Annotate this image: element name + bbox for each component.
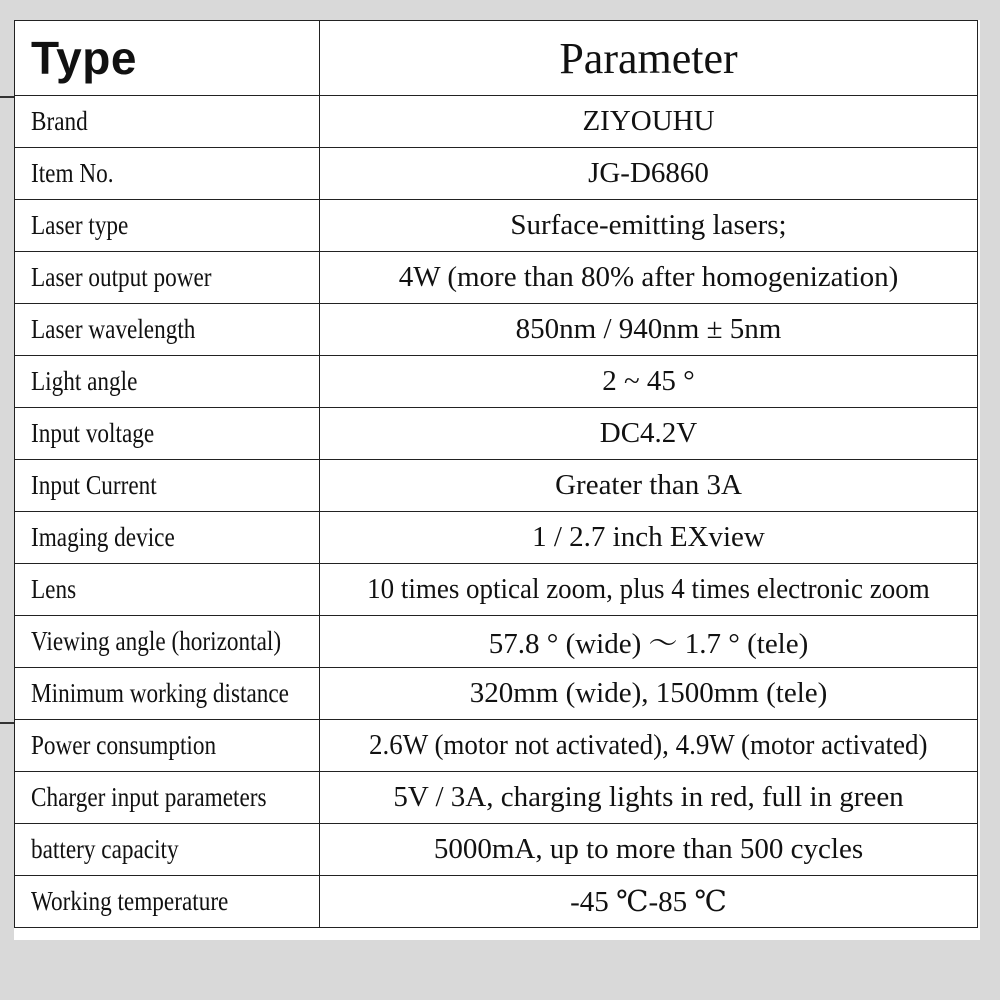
- row-type-label: Input Current: [31, 470, 157, 500]
- row-value-label: 2.6W (motor not activated), 4.9W (motor activated): [369, 729, 928, 761]
- row-value-cell: [320, 772, 978, 824]
- row-type-cell: [15, 252, 320, 304]
- row-type-label: Laser wavelength: [31, 314, 196, 344]
- row-type-cell: [15, 772, 320, 824]
- row-type-cell: [15, 616, 320, 668]
- row-value-cell: [320, 668, 978, 720]
- table-row: [15, 356, 978, 408]
- table-row: [15, 304, 978, 356]
- row-type-label: Light angle: [31, 366, 138, 396]
- row-type-cell: [15, 512, 320, 564]
- table-row: [15, 512, 978, 564]
- row-type-cell: [15, 356, 320, 408]
- table-row: [15, 824, 978, 876]
- row-type-label: battery capacity: [31, 834, 179, 864]
- row-value-label: 320mm (wide), 1500mm (tele): [469, 677, 828, 709]
- table-row: [15, 564, 978, 616]
- table-row: [15, 96, 978, 148]
- left-edge-line: [0, 96, 14, 98]
- row-type-label: Minimum working distance: [31, 678, 289, 708]
- type-column-header: Type: [15, 21, 320, 96]
- table-row: [15, 616, 978, 668]
- row-value-label: DC4.2V: [599, 417, 698, 449]
- table-row: [15, 408, 978, 460]
- table-header-row: [15, 21, 978, 96]
- table-row: [15, 876, 978, 928]
- row-type-label: Laser type: [31, 210, 129, 240]
- row-type-label: Laser output power: [31, 262, 212, 292]
- row-type-cell: [15, 668, 320, 720]
- row-value-cell: [320, 720, 978, 772]
- row-type-cell: [15, 200, 320, 252]
- row-type-cell: [15, 564, 320, 616]
- row-type-label: Input voltage: [31, 418, 155, 448]
- row-type-cell: [15, 824, 320, 876]
- row-value-cell: [320, 512, 978, 564]
- row-type-cell: [15, 304, 320, 356]
- row-type-label: Brand: [31, 106, 88, 136]
- row-type-label: Viewing angle (horizontal): [31, 626, 282, 656]
- parameter-column-header: Parameter: [320, 21, 978, 96]
- left-edge-line: [0, 722, 14, 724]
- row-value-cell: [320, 252, 978, 304]
- row-value-cell: [320, 408, 978, 460]
- row-type-cell: [15, 408, 320, 460]
- row-value-label: 5000mA, up to more than 500 cycles: [433, 833, 864, 865]
- row-type-label: Charger input parameters: [31, 782, 267, 812]
- row-value-cell: [320, 304, 978, 356]
- row-value-cell: [320, 564, 978, 616]
- row-value-label: -45 ℃-85 ℃: [570, 886, 727, 918]
- table-row: [15, 720, 978, 772]
- row-type-label: Item No.: [31, 158, 114, 188]
- table-row: [15, 460, 978, 512]
- row-type-label: Lens: [31, 574, 77, 604]
- row-value-cell: [320, 148, 978, 200]
- row-value-cell: [320, 876, 978, 928]
- row-type-cell: [15, 96, 320, 148]
- row-value-label: 850nm / 940nm ± 5nm: [515, 313, 782, 345]
- table-row: [15, 252, 978, 304]
- row-type-label: Working temperature: [31, 886, 229, 916]
- row-value-cell: [320, 460, 978, 512]
- row-value-label: 57.8 ° (wide) ～ 1.7 ° (tele): [488, 628, 809, 660]
- row-value-label: 4W (more than 80% after homogenization): [398, 261, 899, 293]
- table-row: [15, 200, 978, 252]
- row-value-cell: [320, 824, 978, 876]
- row-value-label: 10 times optical zoom, plus 4 times electronic zoom: [367, 573, 930, 605]
- row-value-label: 5V / 3A, charging lights in red, full in green: [393, 781, 904, 813]
- row-value-cell: [320, 616, 978, 668]
- row-value-cell: [320, 96, 978, 148]
- row-value-label: ZIYOUHU: [582, 105, 715, 137]
- row-value-cell: [320, 200, 978, 252]
- table-row: [15, 772, 978, 824]
- row-value-cell: [320, 356, 978, 408]
- row-type-cell: [15, 460, 320, 512]
- row-value-label: Greater than 3A: [555, 469, 742, 501]
- row-type-cell: [15, 720, 320, 772]
- row-value-label: 2 ~ 45 °: [602, 365, 695, 397]
- table-row: [15, 668, 978, 720]
- row-type-label: Power consumption: [31, 730, 217, 760]
- row-type-cell: [15, 876, 320, 928]
- row-value-label: JG-D6860: [588, 157, 709, 189]
- row-type-label: Imaging device: [31, 522, 175, 552]
- row-value-label: 1 / 2.7 inch EXview: [532, 521, 765, 553]
- table-row: [15, 148, 978, 200]
- spec-table: [14, 20, 978, 928]
- row-type-cell: [15, 148, 320, 200]
- row-value-label: Surface-emitting lasers;: [510, 209, 787, 241]
